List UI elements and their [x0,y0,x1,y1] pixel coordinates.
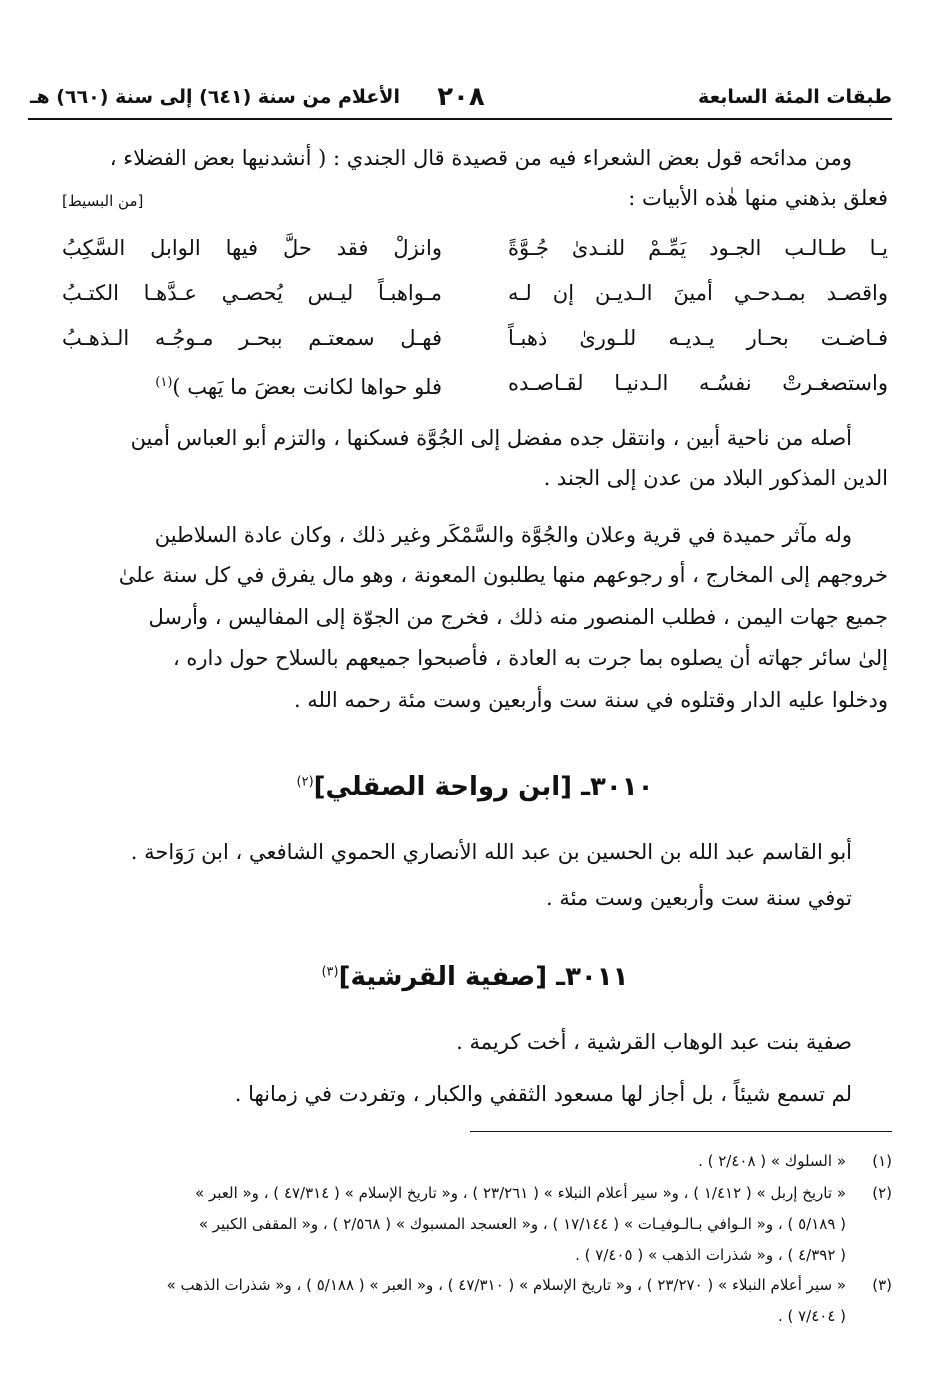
origin-line-1: أصله من ناحية أبين ، وانتقل جده مفضل إلى الجُوَّة فسكنها ، والتزم أبو العباس أمين [130,426,852,450]
entry-title: ٣٠١١ـ [صفية القرشية] [338,962,629,992]
footnote-line: « السلوك » ( ٢/٤٠٨ ) . [698,1152,846,1170]
footnote-marker: (١) [155,375,173,390]
verse-first-hemistich: فـاضـت بحـار يـديـه للـورىٰ ذهبـاً [508,326,888,350]
verse-first-hemistich: واقصـد بمـدحـي أمينَ الـديـن إن لـه [508,281,888,305]
footnote-line: ( ٤/٣٩٢ ) ، و« شذرات الذهب » ( ٧/٤٠٥ ) . [575,1246,846,1264]
verse-line [62,273,888,313]
entry-heading-3010 [0,772,950,802]
header-divider [28,118,892,120]
entry-3010-line-2: توفي سنة ست وأربعين وست مئة . [546,886,852,910]
origin-line-2: الدين المذكور البلاد من عدن إلى الجند . [543,466,888,490]
verse-line [62,318,888,358]
footnote-marker: (٢) [296,774,314,790]
verse-line [62,228,888,268]
deeds-line-5: ودخلوا عليه الدار وقتلوه في سنة ست وأربعين وست مئة رحمه الله . [293,688,888,712]
entry-3011-line-2: لم تسمع شيئاً ، بل أجاز لها مسعود الثقفي والكبار ، وتفردت في زمانها . [234,1082,852,1106]
footnote [60,1270,892,1332]
page-number: ٢٠٨ [437,82,485,112]
verse-second-hemistich: فهـل سمعتـم ببحـر مـوجُـه الـذهـبُ [62,326,442,350]
deeds-line-3: جميع جهات اليمن ، فطلب المنصور منه ذلك ، فخرج من الجوّة إلى المفاليس ، وأرسل [148,605,888,629]
footnote [60,1146,892,1177]
footnote-line: ( ٧/٤٠٤ ) . [777,1307,846,1325]
verse-text: فلو حواها لكانت بعضَ ما يَهب ) [172,375,442,399]
entry-3010-line-1: أبو القاسم عبد الله بن الحسين بن عبد الله الأنصاري الحموي الشافعي ، ابن رَوَاحة . [130,840,852,864]
deeds-line-4: إلىٰ سائر جهاته أن يصلوه بما جرت به العادة ، فأصبحوا جميعهم بالسلاح حول داره ، [172,646,888,670]
entry-heading-3011 [0,962,950,992]
footnote-marker: (٣) [321,964,339,980]
entry-3011-line-1: صفية بنت عبد الوهاب القرشية ، أخت كريمة . [456,1030,852,1054]
footnote-number: (١) [872,1152,892,1170]
footnote-line: « سير أعلام النبلاء » ( ٢٣/٢٧٠ ) ، و« تاريخ الإسلام » ( ٤٧/٣١٠ ) ، و« العبر » ( ٥/١٨٨ ) ، و« شذرات الذهب » [166,1276,846,1294]
section-range: الأعلام من سنة (٦٤١) إلى سنة (٦٦٠) هـ [30,86,400,108]
footnote [60,1178,892,1271]
verse-first-hemistich: واستصغـرتْ نفسُـه الـدنيـا لقـاصـده [508,371,888,395]
footnote-line: ( ٥/١٨٩ ) ، و« الـوافي بـالـوفيـات » ( ١٧/١٤٤ ) ، و« العسجد المسبوك » ( ٢/٥٦٨ ) ، و« المقفى الكبير » [198,1215,846,1233]
book-title: طبقات المئة السابعة [698,86,892,108]
verse-second-hemistich: وانزلْ فقد حلَّ فيها الوابل السَّكِبُ [62,236,442,260]
verse-second-hemistich: مـواهبـاً ليـس يُحصـي عـدَّهـا الكتـبُ [62,281,442,305]
footnote-line: « تاريخ إربل » ( ١/٤١٢ ) ، و« سير أعلام النبلاء » ( ٢٣/٢٦١ ) ، و« تاريخ الإسلام » ( ٤٧/٣١٤ ) ، و« العبر » [195,1184,846,1202]
footnote-number: (٣) [872,1276,892,1294]
intro-line-2: فعلق بذهني منها هٰذه الأبيات : [628,186,888,210]
intro-line-1: ومن مدائحه قول بعض الشعراء فيه من قصيدة قال الجندي : ( أنشدنيها بعض الفضلاء ، [109,146,852,170]
deeds-line-1: وله مآثر حميدة في قرية وعلان والجُوَّة والسَّمْكَر وغير ذلك ، وكان عادة السلاطين [154,523,852,547]
verse-first-hemistich: يـا طـالـب الجـود يَمِّـمْ للنـدىٰ جُـوَّةً [508,236,888,260]
verse-second-hemistich [62,363,442,407]
footnote-divider [470,1131,892,1132]
poetic-meter: [من البسيط] [62,192,144,210]
page-header [30,82,892,116]
deeds-line-2: خروجهم إلى المخارج ، أو رجوعهم منها يطلبون المعونة ، وهو مال يفرق في كل سنة علىٰ [118,563,888,587]
footnote-number: (٢) [872,1184,892,1202]
verse-line [62,363,888,403]
entry-title: ٣٠١٠ـ [ابن رواحة الصقلي] [313,772,654,802]
